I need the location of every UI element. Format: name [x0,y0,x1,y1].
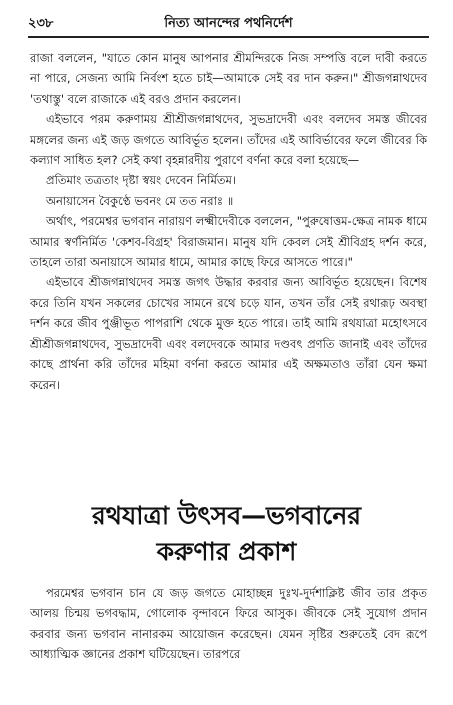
paragraph: পরমেশ্বর ভগবান চান যে জড় জগতে মোহাচ্ছন্ন দুঃখ-দুর্দশাক্লিষ্ট জীব তার প্রকৃত আলয় চিন্ময় ভগবদ্ধাম, গোলোক বৃন্দাবনে ফিরে আসুক। জীবকে সেই সুযোগ প্রদান করবার জন্য ভগবান নানারকম আয়োজন করেছেন। যেমন সৃষ্টির শুরুতেই বেদ রূপে আধ্যাত্মিক জ্ঞানের প্রকাশ ঘটিয়েছেন। তারপরে [30,586,427,662]
paragraph: অর্থাৎ, পরমেশ্বর ভগবান নারায়ণ লক্ষ্মীদেবীকে বললেন, "পুরুষোত্তম-ক্ষেত্র নামক ধামে আমার স্বর্ণনির্মিত 'কেশব-বিগ্রহ' বিরাজমান। মানুষ যদি কেবল সেই শ্রীবিগ্রহ দর্শন করে, তাহলে তারা অনায়াসে আমার ধামে, আমার কাছে ফিরে আসতে পারে।" [30,214,427,270]
running-title: নিত্য আনন্দের পথনির্দেশ [164,16,293,31]
section-heading-line: রথযাত্রা উৎসব—ভগবানের [91,501,362,530]
paragraph: এইভাবে পরম করুণাময় শ্রীশ্রীজগন্নাথদেব, সুভদ্রাদেবী এবং বলদেব সমস্ত জীবের মঙ্গলের জন্য এই জড় জগতে আবির্ভূত হলেন। তাঁদের এই আবির্ভাবের ফলে জীবের কি কল্যাণ সাধিত হল? সেই কথা বৃহন্নারদীয় পুরাণে বর্ণনা করে বলা হয়েছে— [30,112,427,168]
section-heading [0,498,453,570]
paragraph: এইভাবে শ্রীজগন্নাথদেব সমস্ত জগৎ উদ্ধার করবার জন্য আবির্ভূত হয়েছেন। বিশেষ করে তিনি যখন সকলের চোখের সামনে রথে চড়ে যান, তখন তাঁর সেই রথারূঢ় অবস্থা দর্শন করে জীব পুঞ্জীভূত পাপরাশি থেকে মুক্ত হতে পারে। তাই আমি রথযাত্রা মহোৎসবে শ্রীশ্রীজগন্নাথদেব, সুভদ্রাদেবী এবং বলদেবকে আমার দণ্ডবৎ প্রণতি জানাই এবং তাঁদের কাছে প্রার্থনা করি তাঁদের মহিমা বর্ণনা করতে আমার এই অক্ষমতাও তাঁরা যেন ক্ষমা করেন। [30,275,427,392]
verse-line: অনায়াসেন বৈকুণ্ঠে ভবনং মে তত নরাঃ ॥ [46,193,234,208]
section-heading-line: করুণার প্রকাশ [156,537,297,566]
page-header [28,12,429,34]
verse-line: প্রতিমাং তত্রতাং দৃষ্টা স্বয়ং দেবেন নির্মিতম। [46,173,236,188]
header-rule [28,36,429,38]
main-text [30,48,427,395]
page-number: ২৩৮ [28,16,54,31]
paragraph: রাজা বললেন, "যাতে কোন মানুষ আপনার শ্রীমন্দিরকে নিজ সম্পত্তি বলে দাবী করতে না পারে, সেজন্য আমি নির্বংশ হতে চাই—আমাকে সেই বর দান করুন।" শ্রীজগন্নাথদেব 'তথাস্তু' বলে রাজাকে এই বরও প্রদান করলেন। [30,51,427,106]
sanskrit-verse [30,170,427,211]
section-text [30,583,427,665]
